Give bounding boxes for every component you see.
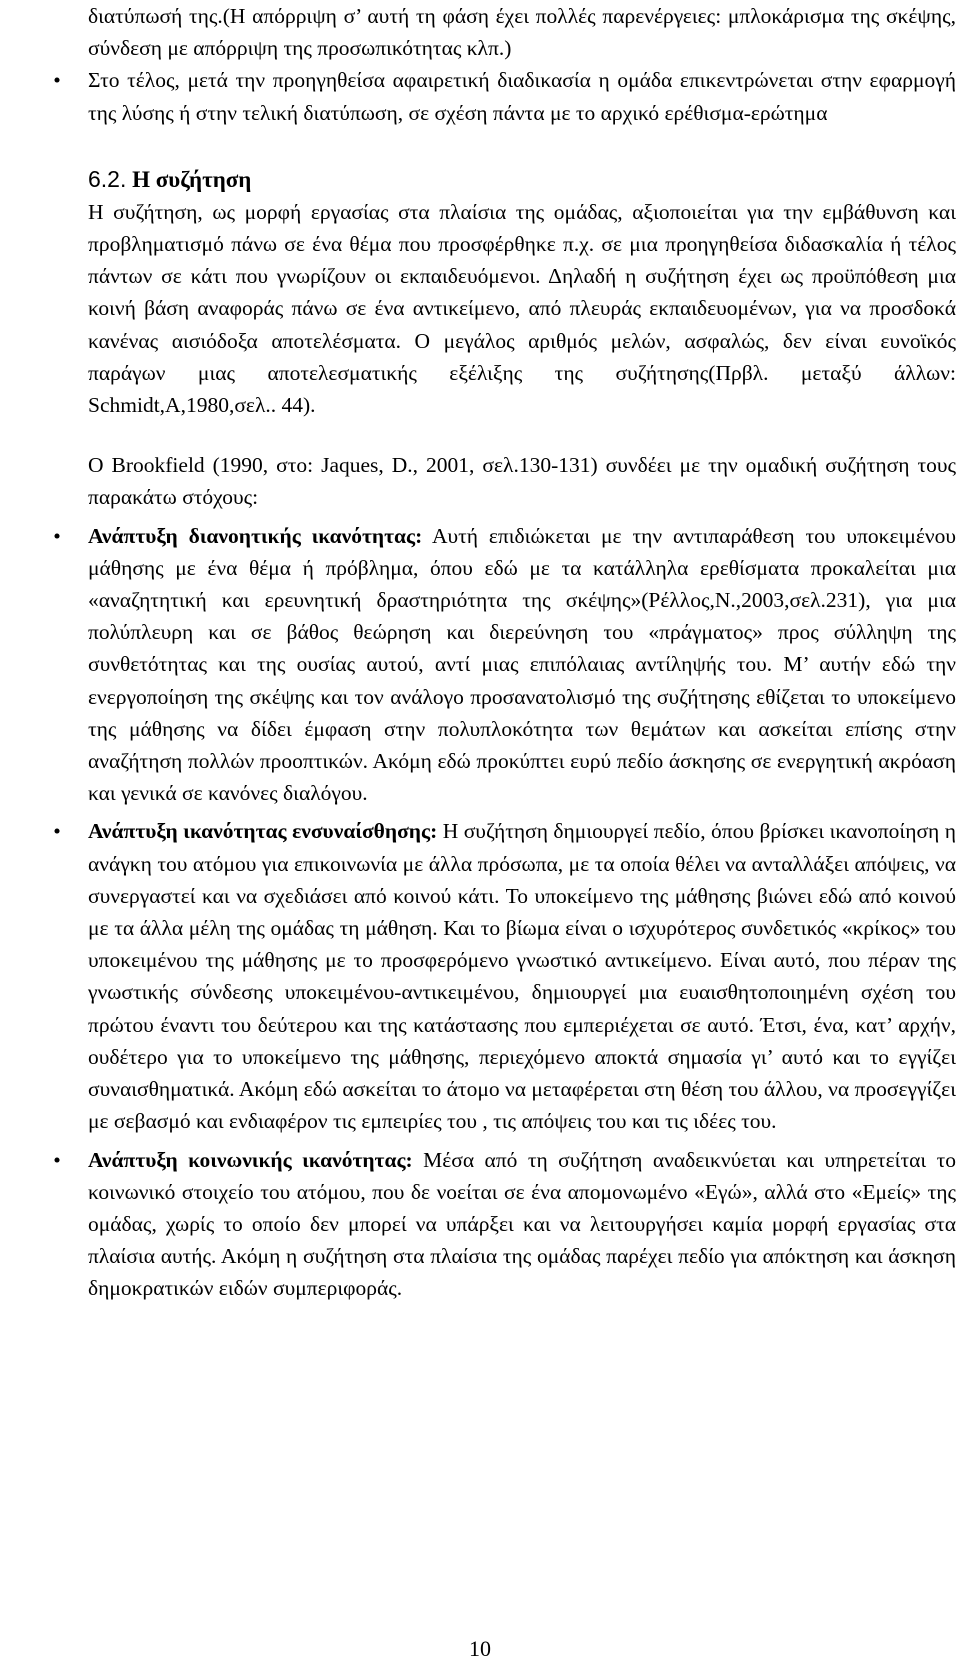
list-item: [53, 64, 956, 128]
goal-text: Αυτή επιδιώκεται με την αντιπαράθεση του υποκειμένου μάθησης με ένα θέμα ή πρόβλημα, όπου εδώ με τα κατάλληλα ερεθίσματα προκαλείται μια «αναζητητική και ερευνητική δραστηριότητα της σκέψης»(Ρέλλος,Ν.,2003,σελ.231), για μια πολύπλευρη και σε βάθος θεώρηση και διερεύνηση του «πράγματος» προς σύλληψη της συνθετότητας και της ουσίας αυτού, αντί μιας επιπόλαιας αντίληψής του. Μ’ αυτήν εδώ την ενεργοποίηση της σκέψης και τον ανάλογο προσανατολισμό της συζήτησης εθίζεται το υποκείμενο της μάθησης να δίδει έμφαση στην πολυπλοκότητα των θεμάτων και ασκείται επίσης στην αναζήτηση πολλών προοπτικών. Ακόμη εδώ προκύπτει ευρύ πεδίο άσκησης σε ενεργητική ακρόαση και γενικά σε κανόνες διαλόγου.: [88, 523, 956, 806]
goal-text: Μέσα από τη συζήτηση αναδεικνύεται και υπηρετείται το κοινωνικό στοιχείο του ατόμου, που δε νοείται σε ένα απομονωμένο «Εγώ», αλλά στο «Εμείς» της ομάδας, χωρίς το οποίο δεν μπορεί να υπάρξει και να λειτουργήσει καμία μορφή εργασίας στα πλαίσια αυτής. Ακόμη η συζήτηση στα πλαίσια της ομάδας παρέχει πεδίο για απόκτηση και άσκηση δημοκρατικών ειδών συμπεριφοράς.: [88, 1147, 956, 1301]
bullet-icon: •: [53, 68, 61, 93]
continuation-paragraph: διατύπωσή της.(Η απόρριψη σ’ αυτή τη φάση έχει πολλές παρενέργειες: μπλοκάρισμα της σκέψης, σύνδεση με απόρριψη της προσωπικότητας κλπ.): [88, 4, 956, 61]
top-bullet-list: [53, 64, 956, 128]
bullet-icon: •: [53, 523, 61, 548]
goal-text: Η συζήτηση δημιουργεί πεδίο, όπου βρίσκει ικανοποίηση η ανάγκη του ατόμου για επικοινωνία με άλλα πρόσωπα, με τα οποία θέλει να ανταλλάξει απόψεις, να συνεργαστεί και να σχεδιάσει από κοινού κάτι. Το υποκείμενο της μάθησης βιώνει εδώ από κοινού με τα άλλα μέλη της ομάδας τη μάθηση. Και το βίωμα είναι ο ισχυρότερος συνδετικός «κρίκος» του υποκειμένου της μάθησης με το προσφερόμενο γνωστικό αντικείμενο. Είναι αυτό, που πέραν της γνωστικής σύνδεσης υποκειμένου-αντικειμένου, δημιουργεί μια ευαισθητοποιημένη σχέση του πρώτου έναντι του δεύτερου και της κατάστασης που εμπεριέχεται σε αυτό. Έτσι, ένα, κατ’ αρχήν, ουδέτερο για το υποκείμενο της μάθησης, περιεχόμενο αποκτά σημασία γι’ αυτό και το εγγίζει συναισθηματικά. Ακόμη εδώ ασκείται το άτομο να μεταφέρεται στη θέση του άλλου, να προσεγγίζει με σεβασμό και ενδιαφέρον τις εμπειρίες του , τις απόψεις του και τις ιδέες του.: [88, 819, 956, 1134]
bullet-icon: •: [53, 819, 61, 844]
spacer: [88, 421, 956, 449]
page-content: [53, 0, 956, 1311]
goals-list: [53, 520, 956, 1305]
section-title: Η συζήτηση: [132, 166, 252, 192]
spacer: [88, 129, 956, 163]
body-paragraph: Η συζήτηση, ως μορφή εργασίας στα πλαίσια της ομάδας, αξιοποιείται για την εμβάθυνση και προβληματισμό πάνω σε ένα θέμα που προσφέρθηκε π.χ. σε μια προηγηθείσα διδασκαλία ή τέλος πάντων σε κάτι που γνωρίζουν οι εκπαιδευόμενοι. Δηλαδή η συζήτηση έχει ως προϋπόθεση μια κοινή βάση αναφοράς πάνω σε ένα αντικείμενο, από πλευράς εκπαιδευομένων, για να προσδοκά κανένας αισιόδοξα αποτελέσματα. Ο μεγάλος αριθμός μελών, ασφαλώς, δεν είναι ευνοϊκός παράγων μιας αποτελεσματικής εξέλιξης της συζήτησης(Πρβλ. μεταξύ άλλων: Schmidt,A,1980,σελ.. 44).: [88, 199, 956, 418]
body-paragraph: Ο Brookfield (1990, στο: Jaques, D., 2001, σελ.130-131) συνδέει με την ομαδική συζήτηση τους παρακάτω στόχους:: [88, 453, 956, 510]
list-item-text: Στο τέλος, μετά την προηγηθείσα αφαιρετική διαδικασία η ομάδα επικεντρώνεται στην εφαρμογή της λύσης ή στην τελική διατύπωση, σε σχέση πάντα με το αρχικό ερέθισμα-ερώτημα: [88, 68, 956, 125]
list-item: [53, 815, 956, 1137]
section-heading: [88, 163, 956, 196]
goal-label: Ανάπτυξη κοινωνικής ικανότητας:: [88, 1147, 413, 1172]
goal-label: Ανάπτυξη ικανότητας ενσυναίσθησης:: [88, 819, 438, 844]
goal-label: Ανάπτυξη διανοητικής ικανότητας:: [88, 523, 423, 548]
page-number: 10: [469, 1636, 491, 1661]
list-item: [53, 520, 956, 810]
bullet-icon: •: [53, 1147, 61, 1172]
list-item: [53, 1144, 956, 1305]
section-number: 6.2.: [88, 165, 127, 192]
